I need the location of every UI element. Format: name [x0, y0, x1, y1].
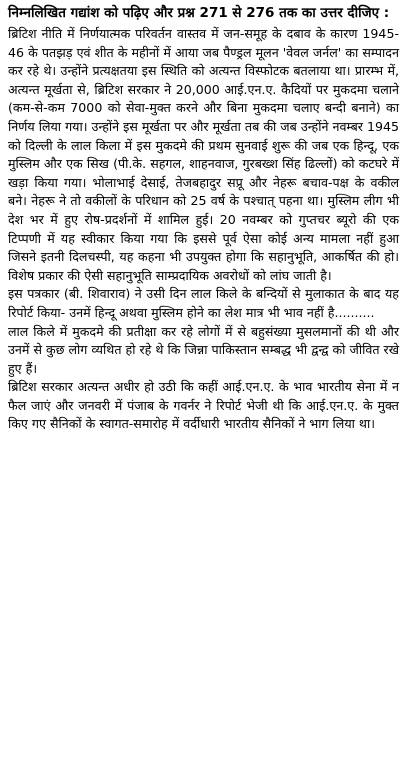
passage-heading: निम्नलिखित गद्यांश को पढ़िए और प्रश्न 271 से 276 तक का उत्तर दीजिए :: [8, 5, 390, 21]
passage-paragraph-3: लाल किले में मुकदमे की प्रतीक्षा कर रहे लोगों में से बहुसंख्या मुसलमानों की थी और उनमें से कुछ लोग व्यथित हो रहे थे कि जिन्ना पाकिस्तान सम्बद्ध भी द्वन्द्व को जीवित रखे हुए हैं।: [8, 323, 399, 376]
passage-paragraph-1: ब्रिटिश नीति में निर्णयात्मक परिवर्तन वास्तव में जन-समूह के दबाव के कारण 1945-46 के पतझड़ एवं शीत के महीनों में आया जब पैण्ड्रल मूलन 'वेवल जर्नल' का सम्पादन कर रहे थे। उन्होंने प्रत्यक्षतया इस स्थिति को अत्यन्त विस्फोटक बतलाया था। प्रारम्भ में, अत्यन्त मूर्खता से, ब्रिटिश सरकार ने 20,000 आई.एन.ए. कैदियों पर मुकदमा चलाने (कम-से-कम 7000 को सेवा-मुक्त करने और बिना मुकदमा चलाए बन्दी बनाने) का निर्णय लिया गया। उन्होंने इस मूर्खता पर और मूर्खता तब की जब उन्होंने नवम्बर 1945 को दिल्ली के लाल किला में इस मुकदमे की प्रथम सुनवाई शुरू की जब एक हिन्दू, एक मुस्लिम और एक सिख (पी.के. सहगल, शाहनवाज, गुरबख्श सिंह ढिल्लों) को कटघरे में खड़ा किया गया। भोलाभाई देसाई, तेजबहादुर सप्रू और नेहरू बचाव-पक्ष के वकील बने। नेहरू ने तो वकीलों के परिधान को 25 वर्ष के पश्चात् पहना था। मुस्लिम लीग भी देश भर में हुए रोष-प्रदर्शनों में शामिल हुई। 20 नवम्बर को गुप्तचर ब्यूरो की एक टिप्पणी में यह स्वीकार किया गया कि इससे पूर्व ऐसा कोई अन्य मामला नहीं हुआ जिसने इतनी दिलचस्पी, यह कहना भी उपयुक्त होगा कि सहानुभूति, आकर्षित की हो। विशेष प्रकार की ऐसी सहानुभूति साम्प्रदायिक अवरोधों को लांघ जाती है।: [8, 26, 399, 283]
passage-paragraph-4: ब्रिटिश सरकार अत्यन्त अधीर हो उठी कि कहीं आई.एन.ए. के भाव भारतीय सेना में न फैल जाएं और जनवरी में पंजाब के गवर्नर ने रिपोर्ट भेजी थी कि आई.एन.ए. के मुक्त किए गए सैनिकों के स्वागत-समारोह में वर्दीधारी भारतीय सैनिकों ने भाग लिया था।: [8, 379, 399, 432]
passage-paragraph-2: इस पत्रकार (बी. शिवाराव) ने उसी दिन लाल किले के बन्दियों से मुलाकात के बाद यह रिपोर्ट किया- उनमें हिन्दू अथवा मुस्लिम होने का लेश मात्र भी भाव नहीं है..........: [8, 286, 399, 320]
